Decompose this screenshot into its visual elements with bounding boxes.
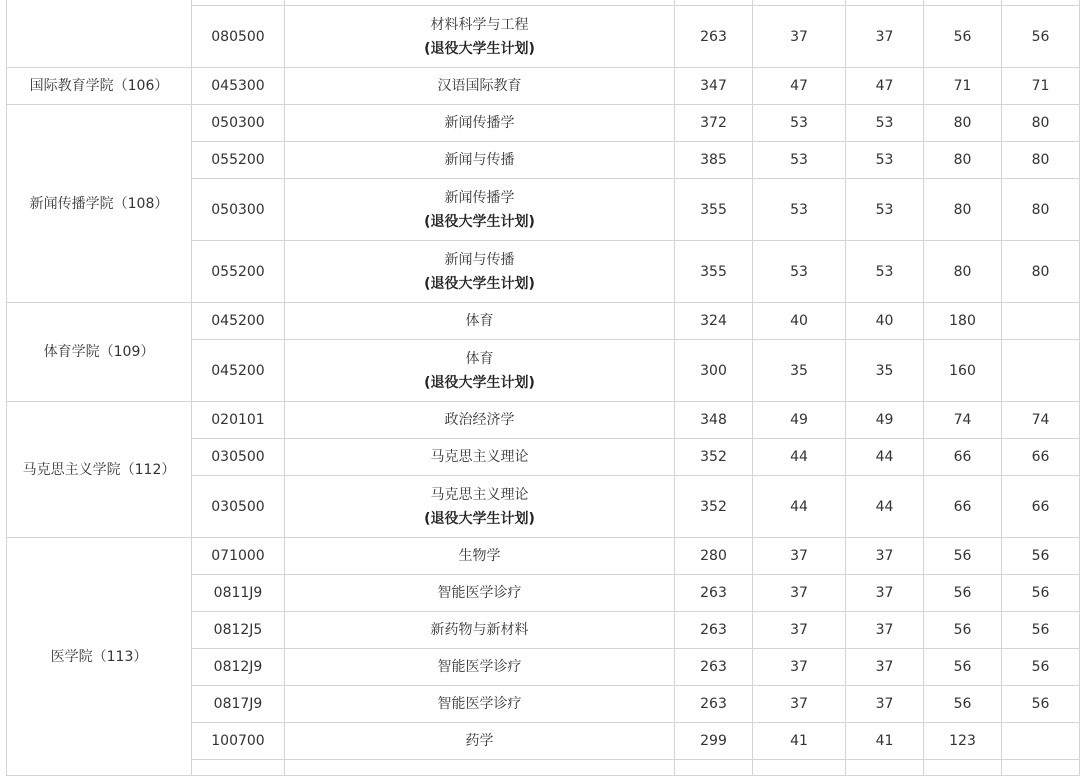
- college-cell: [7, 0, 192, 68]
- subject3-score-cell: 56: [924, 538, 1002, 575]
- subject3-score-cell: 56: [924, 575, 1002, 612]
- subject1-score-cell: 37: [753, 538, 846, 575]
- subject3-score-cell: 160: [924, 340, 1002, 402]
- table-row: [7, 402, 1080, 439]
- subject4-score-cell: [1002, 340, 1080, 402]
- subject4-score-cell: 80: [1002, 241, 1080, 303]
- subject4-score-cell: [1002, 303, 1080, 340]
- total-score-cell: 385: [675, 142, 753, 179]
- plan-note: (退役大学生计划): [424, 40, 535, 57]
- subject1-score-cell: 41: [753, 723, 846, 760]
- subject4-score-cell: 66: [1002, 476, 1080, 538]
- subject4-score-cell: 66: [1002, 439, 1080, 476]
- code-cell: 050300: [192, 179, 285, 241]
- table-row: [7, 538, 1080, 575]
- total-score-cell: 263: [675, 6, 753, 68]
- major-cell: [285, 402, 675, 439]
- major-cell: [285, 612, 675, 649]
- subject2-score-cell: 35: [846, 340, 924, 402]
- subject3-score-cell: 74: [924, 402, 1002, 439]
- subject2-score-cell: 44: [846, 476, 924, 538]
- college-cell: 国际教育学院（106）: [7, 68, 192, 105]
- subject3-score-cell: 123: [924, 723, 1002, 760]
- total-score-cell: 352: [675, 439, 753, 476]
- major-name: 智能医学诊疗: [437, 696, 522, 712]
- total-score-cell: 372: [675, 105, 753, 142]
- subject4-score-cell: 56: [1002, 538, 1080, 575]
- code-cell: 030500: [192, 439, 285, 476]
- subject2-score-cell: 37: [846, 538, 924, 575]
- code-cell: 071000: [192, 538, 285, 575]
- total-score-cell: 299: [675, 723, 753, 760]
- college-cell: 体育学院（109）: [7, 303, 192, 402]
- code-cell: 045200: [192, 340, 285, 402]
- subject2-score-cell: 53: [846, 105, 924, 142]
- total-score-cell: 263: [675, 686, 753, 723]
- subject4-score-cell: 56: [1002, 6, 1080, 68]
- code-cell: 050300: [192, 105, 285, 142]
- subject3-score-cell: 56: [924, 649, 1002, 686]
- subject3-score-cell: 80: [924, 179, 1002, 241]
- code-cell: 0811J9: [192, 575, 285, 612]
- subject2-score-cell: 37: [846, 6, 924, 68]
- major-cell: [285, 179, 675, 241]
- major-cell: [285, 6, 675, 68]
- subject1-score-cell: 35: [753, 340, 846, 402]
- subject3-score-cell: 56: [924, 612, 1002, 649]
- major-cell: [285, 538, 675, 575]
- subject2-score-cell: 47: [846, 68, 924, 105]
- subject1-score-cell: 40: [753, 303, 846, 340]
- subject2-score-cell: 53: [846, 241, 924, 303]
- subject4-score-cell: 74: [1002, 402, 1080, 439]
- subject2-score-cell: 37: [846, 649, 924, 686]
- subject2-score-cell: 53: [846, 142, 924, 179]
- major-name: 体育: [465, 350, 494, 367]
- major-name: 材料科学与工程: [430, 16, 529, 33]
- major-name: 新闻与传播: [444, 152, 515, 168]
- code-cell: 0812J5: [192, 612, 285, 649]
- major-cell: [285, 303, 675, 340]
- major-name: 体育: [465, 313, 494, 329]
- code-cell: 080500: [192, 6, 285, 68]
- subject2-score-cell: 53: [846, 179, 924, 241]
- major-name: 马克思主义理论: [430, 486, 529, 503]
- subject3-score-cell: 56: [924, 6, 1002, 68]
- code-cell: 055200: [192, 142, 285, 179]
- major-name: 智能医学诊疗: [437, 659, 522, 675]
- major-name: 新闻传播学: [444, 115, 515, 131]
- total-score-cell: 280: [675, 538, 753, 575]
- subject1-score-cell: 37: [753, 575, 846, 612]
- major-name: 马克思主义理论: [430, 449, 529, 465]
- subject1-score-cell: 53: [753, 142, 846, 179]
- subject3-score-cell: 71: [924, 68, 1002, 105]
- plan-note: (退役大学生计划): [424, 275, 535, 292]
- major-cell: [285, 340, 675, 402]
- subject4-score-cell: 80: [1002, 142, 1080, 179]
- major-cell: [285, 241, 675, 303]
- subject3-score-cell: 180: [924, 303, 1002, 340]
- total-score-cell: 355: [675, 179, 753, 241]
- subject1-score-cell: 44: [753, 439, 846, 476]
- major-cell: [285, 439, 675, 476]
- total-score-cell: 348: [675, 402, 753, 439]
- code-cell: 0812J9: [192, 649, 285, 686]
- subject1-score-cell: 37: [753, 6, 846, 68]
- subject2-score-cell: 40: [846, 303, 924, 340]
- major-cell: [285, 649, 675, 686]
- college-cell: 马克思主义学院（112）: [7, 402, 192, 538]
- subject2-score-cell: 41: [846, 723, 924, 760]
- subject4-score-cell: 56: [1002, 575, 1080, 612]
- college-cell: 医学院（113）: [7, 538, 192, 776]
- code-cell: 020101: [192, 402, 285, 439]
- subject4-score-cell: 80: [1002, 105, 1080, 142]
- subject4-score-cell: 56: [1002, 649, 1080, 686]
- major-name: 汉语国际教育: [437, 78, 522, 94]
- subject3-score-cell: 66: [924, 476, 1002, 538]
- table-row: [7, 303, 1080, 340]
- subject1-score-cell: 37: [753, 649, 846, 686]
- subject1-score-cell: 44: [753, 476, 846, 538]
- total-score-cell: 347: [675, 68, 753, 105]
- major-cell: [285, 575, 675, 612]
- subject1-score-cell: 37: [753, 612, 846, 649]
- code-cell: 0817J9: [192, 686, 285, 723]
- subject1-score-cell: 53: [753, 241, 846, 303]
- code-cell: 045300: [192, 68, 285, 105]
- subject2-score-cell: 37: [846, 575, 924, 612]
- total-score-cell: 355: [675, 241, 753, 303]
- subject1-score-cell: 53: [753, 105, 846, 142]
- total-score-cell: 300: [675, 340, 753, 402]
- major-name: 药学: [465, 733, 494, 749]
- major-name: 生物学: [458, 548, 501, 564]
- major-cell: [285, 723, 675, 760]
- major-cell: [285, 68, 675, 105]
- major-name: 新药物与新材料: [430, 622, 529, 638]
- table-row: [7, 68, 1080, 105]
- table-row: [7, 105, 1080, 142]
- total-score-cell: 263: [675, 649, 753, 686]
- code-cell: 045200: [192, 303, 285, 340]
- subject2-score-cell: 44: [846, 439, 924, 476]
- plan-note: (退役大学生计划): [424, 213, 535, 230]
- major-cell: [285, 476, 675, 538]
- major-name: 政治经济学: [444, 412, 515, 428]
- major-cell: [285, 142, 675, 179]
- major-name: 新闻传播学: [444, 189, 515, 206]
- major-name: 新闻与传播: [444, 251, 515, 268]
- college-cell: 新闻传播学院（108）: [7, 105, 192, 303]
- subject1-score-cell: 53: [753, 179, 846, 241]
- code-cell: 030500: [192, 476, 285, 538]
- subject2-score-cell: 37: [846, 612, 924, 649]
- total-score-cell: 263: [675, 575, 753, 612]
- major-cell: [285, 105, 675, 142]
- subject1-score-cell: 47: [753, 68, 846, 105]
- total-score-cell: 352: [675, 476, 753, 538]
- subject4-score-cell: [1002, 723, 1080, 760]
- code-cell: 100700: [192, 723, 285, 760]
- subject4-score-cell: 56: [1002, 686, 1080, 723]
- subject3-score-cell: 80: [924, 241, 1002, 303]
- subject4-score-cell: 71: [1002, 68, 1080, 105]
- subject2-score-cell: 37: [846, 686, 924, 723]
- total-score-cell: 324: [675, 303, 753, 340]
- subject3-score-cell: 80: [924, 142, 1002, 179]
- subject4-score-cell: 80: [1002, 179, 1080, 241]
- plan-note: (退役大学生计划): [424, 374, 535, 391]
- subject3-score-cell: 56: [924, 686, 1002, 723]
- subject1-score-cell: 37: [753, 686, 846, 723]
- major-cell: [285, 686, 675, 723]
- subject1-score-cell: 49: [753, 402, 846, 439]
- total-score-cell: 263: [675, 612, 753, 649]
- subject3-score-cell: 80: [924, 105, 1002, 142]
- plan-note: (退役大学生计划): [424, 510, 535, 527]
- score-table: [6, 0, 1080, 776]
- subject4-score-cell: 56: [1002, 612, 1080, 649]
- subject2-score-cell: 49: [846, 402, 924, 439]
- code-cell: 055200: [192, 241, 285, 303]
- major-name: 智能医学诊疗: [437, 585, 522, 601]
- subject3-score-cell: 66: [924, 439, 1002, 476]
